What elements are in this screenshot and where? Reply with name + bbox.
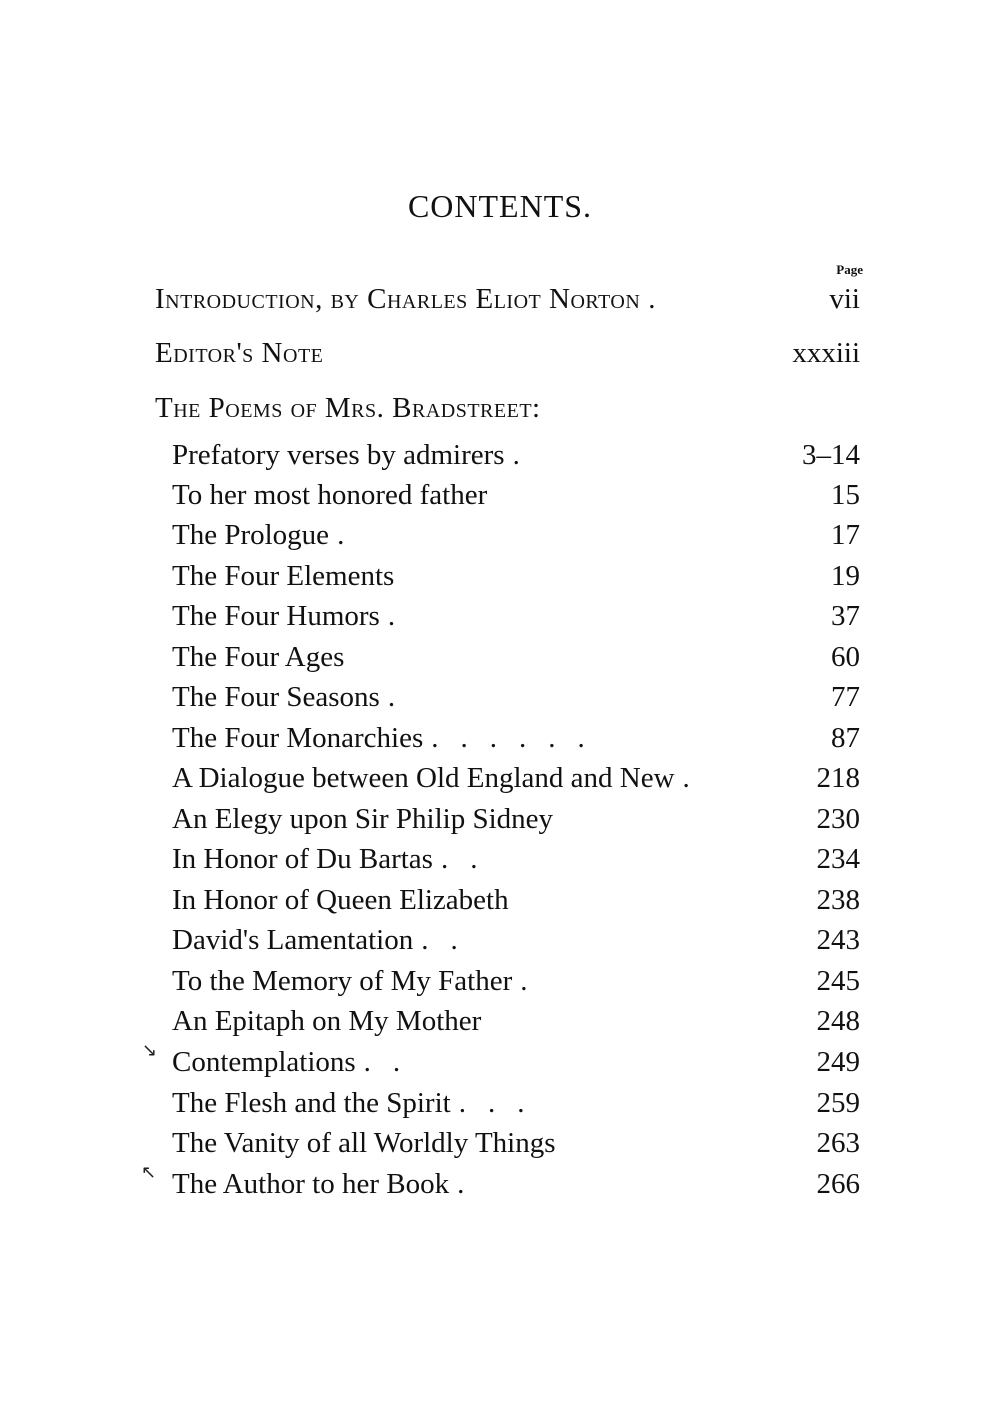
toc-leader: .	[512, 439, 542, 471]
toc-entry	[172, 1005, 860, 1045]
toc-leader: .	[648, 283, 678, 315]
toc-entry	[172, 843, 860, 883]
toc-entry	[172, 681, 860, 721]
toc-entry	[172, 924, 860, 964]
toc-entry	[172, 762, 860, 802]
toc-entry	[172, 965, 860, 1005]
page-column-label: Page	[836, 262, 863, 277]
toc-entry	[172, 1168, 860, 1208]
toc-entry-label: To her most honored father	[172, 479, 488, 511]
toc-leader: ......	[431, 722, 607, 754]
toc-entry	[172, 722, 860, 762]
toc-entry	[172, 803, 860, 843]
toc-entry-label: An Epitaph on My Mother	[172, 1005, 482, 1037]
toc-entry	[172, 884, 860, 924]
toc-page-number: 77	[831, 681, 860, 713]
toc-entry	[172, 1087, 860, 1127]
toc-page-number: 15	[831, 479, 860, 511]
toc-entry-label: David's Lamentation	[172, 924, 414, 956]
toc-page-number: 87	[831, 722, 860, 754]
toc-entry-label: To the Memory of My Father	[172, 965, 513, 997]
toc-page-number: 17	[831, 519, 860, 551]
toc-entry	[172, 560, 860, 600]
toc-entry-introduction	[155, 283, 860, 323]
toc-entry	[172, 1046, 860, 1086]
toc-page-number: 37	[831, 600, 860, 632]
toc-page-number: 259	[816, 1087, 860, 1119]
toc-page-number: 3–14	[802, 439, 860, 471]
toc-page-number: 230	[816, 803, 860, 835]
toc-page-number: 234	[816, 843, 860, 875]
toc-entry-label: An Elegy upon Sir Philip Sidney	[172, 803, 554, 835]
toc-section-heading	[155, 392, 860, 432]
toc-page-number: 218	[816, 762, 860, 794]
toc-page-number: 238	[816, 884, 860, 916]
toc-leader: .	[387, 600, 418, 632]
toc-leader: ..	[363, 1046, 423, 1078]
toc-entry	[172, 439, 860, 479]
toc-entry-label: A Dialogue between Old England and New	[172, 762, 675, 794]
toc-entry-label: The Four Seasons	[172, 681, 380, 713]
toc-entry-label: The Flesh and the Spirit	[172, 1087, 451, 1119]
toc-entry-label: Editor's Note	[155, 337, 324, 369]
toc-entry-label: The Vanity of all Worldly Things	[172, 1127, 556, 1159]
toc-entry	[172, 519, 860, 559]
toc-page-number: 60	[831, 641, 860, 673]
toc-leader: .	[337, 519, 367, 551]
toc-page-number: 248	[816, 1005, 860, 1037]
toc-entry-label: The Author to her Book	[172, 1168, 450, 1200]
page-title: CONTENTS.	[407, 188, 593, 224]
toc-leader: .	[457, 1168, 487, 1200]
toc-entry-label: Contemplations	[172, 1046, 356, 1078]
margin-mark-icon: ↘	[142, 1040, 158, 1061]
toc-leader: .	[387, 681, 418, 713]
toc-page-number: 249	[816, 1046, 860, 1078]
toc-entry	[172, 600, 860, 640]
toc-entry-label: The Four Ages	[172, 641, 345, 673]
toc-leader: .	[682, 762, 712, 794]
toc-page-number: 19	[831, 560, 860, 592]
toc-leader: ...	[458, 1087, 547, 1119]
toc-page-number: vii	[829, 283, 860, 315]
toc-entry-label: The Prologue	[172, 519, 330, 551]
toc-leader: ..	[421, 924, 480, 956]
toc-entry-label: In Honor of Du Bartas	[172, 843, 433, 875]
toc-page-number: 263	[816, 1127, 860, 1159]
toc-page-number: 266	[816, 1168, 860, 1200]
toc-entry	[172, 1127, 860, 1167]
toc-entry	[172, 479, 860, 519]
toc-leader: .	[520, 965, 550, 997]
margin-mark-icon: ↖	[141, 1162, 157, 1183]
toc-page-number: xxxiii	[792, 337, 860, 369]
toc-entry	[172, 641, 860, 681]
toc-entry-label: Introduction, by Charles Eliot Norton	[155, 283, 641, 315]
toc-entry-editors-note	[155, 337, 860, 377]
toc-page-number: 243	[816, 924, 860, 956]
toc-leader: ..	[440, 843, 500, 875]
toc-entry-label: The Four Monarchies	[172, 722, 424, 754]
toc-entry-label: The Poems of Mrs. Bradstreet:	[155, 392, 541, 424]
toc-entry-label: Prefatory verses by admirers	[172, 439, 505, 471]
toc-entry-label: The Four Elements	[172, 560, 395, 592]
toc-entry-label: The Four Humors	[172, 600, 380, 632]
toc-entry-label: In Honor of Queen Elizabeth	[172, 884, 509, 916]
toc-page-number: 245	[816, 965, 860, 997]
